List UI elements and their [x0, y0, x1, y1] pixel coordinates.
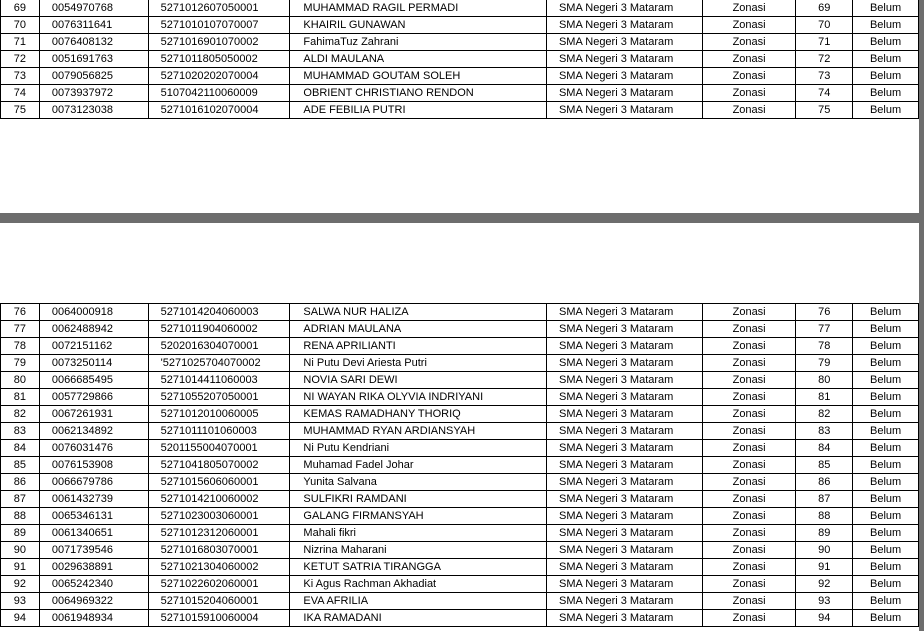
route-cell: Zonasi: [702, 406, 796, 423]
status-cell: Belum: [853, 321, 919, 338]
rank-cell: 74: [796, 85, 853, 102]
table-row: [1, 508, 919, 525]
route-cell: Zonasi: [702, 85, 796, 102]
table-row: [1, 34, 919, 51]
page-separator: [0, 213, 924, 223]
row-number: 78: [1, 338, 40, 355]
name-cell: Ni Putu Devi Ariesta Putri: [290, 355, 547, 372]
route-cell: Zonasi: [702, 51, 796, 68]
nik-cell: 5271012010060005: [148, 406, 290, 423]
status-cell: Belum: [853, 440, 919, 457]
route-cell: Zonasi: [702, 0, 796, 17]
name-cell: KETUT SATRIA TIRANGGA: [290, 559, 547, 576]
rank-cell: 89: [796, 525, 853, 542]
school-cell: SMA Negeri 3 Mataram: [547, 610, 703, 627]
rank-cell: 85: [796, 457, 853, 474]
school-cell: SMA Negeri 3 Mataram: [547, 440, 703, 457]
table-row: [1, 610, 919, 627]
row-number: 74: [1, 85, 40, 102]
nisn-cell: 0066679786: [39, 474, 148, 491]
route-cell: Zonasi: [702, 338, 796, 355]
nik-cell: 5271021304060002: [148, 559, 290, 576]
rank-cell: 93: [796, 593, 853, 610]
rank-cell: 88: [796, 508, 853, 525]
nisn-cell: 0062488942: [39, 321, 148, 338]
row-number: 92: [1, 576, 40, 593]
school-cell: SMA Negeri 3 Mataram: [546, 85, 702, 102]
nik-cell: 5202016304070001: [148, 338, 290, 355]
row-number: 84: [1, 440, 40, 457]
table-row: [1, 85, 919, 102]
rank-cell: 92: [796, 576, 853, 593]
table-row: [1, 406, 919, 423]
route-cell: Zonasi: [702, 389, 796, 406]
status-cell: Belum: [853, 17, 919, 34]
nisn-cell: 0072151162: [39, 338, 148, 355]
name-cell: FahimaTuz Zahrani: [290, 34, 547, 51]
nik-cell: 5271015910060004: [148, 610, 290, 627]
school-cell: SMA Negeri 3 Mataram: [546, 102, 702, 119]
status-cell: Belum: [853, 372, 919, 389]
nik-cell: 5271011904060002: [148, 321, 290, 338]
nik-cell: 5271014210060002: [148, 491, 290, 508]
document-page-2: [0, 223, 919, 631]
route-cell: Zonasi: [702, 508, 796, 525]
table-row: [1, 338, 919, 355]
route-cell: Zonasi: [702, 559, 796, 576]
status-cell: Belum: [853, 593, 919, 610]
student-table-page-1: [0, 0, 919, 119]
rank-cell: 90: [796, 542, 853, 559]
table-row: [1, 491, 919, 508]
route-cell: Zonasi: [702, 457, 796, 474]
name-cell: OBRIENT CHRISTIANO RENDON: [290, 85, 547, 102]
name-cell: Muhamad Fadel Johar: [290, 457, 547, 474]
status-cell: Belum: [853, 355, 919, 372]
nisn-cell: 0061948934: [39, 610, 148, 627]
row-number: 83: [1, 423, 40, 440]
route-cell: Zonasi: [702, 491, 796, 508]
rank-cell: 81: [796, 389, 853, 406]
status-cell: Belum: [853, 610, 919, 627]
table-row: [1, 355, 919, 372]
status-cell: Belum: [853, 491, 919, 508]
table-row: [1, 17, 919, 34]
rank-cell: 86: [796, 474, 853, 491]
nik-cell: 5271015204060001: [148, 593, 290, 610]
nik-cell: 5271012607050001: [148, 0, 290, 17]
table-row: [1, 304, 919, 321]
name-cell: SULFIKRI RAMDANI: [290, 491, 547, 508]
school-cell: SMA Negeri 3 Mataram: [547, 508, 703, 525]
name-cell: Nizrina Maharani: [290, 542, 547, 559]
row-number: 72: [1, 51, 40, 68]
table-row: [1, 389, 919, 406]
rank-cell: 77: [796, 321, 853, 338]
page-edge: [919, 223, 924, 631]
nisn-cell: 0061340651: [39, 525, 148, 542]
status-cell: Belum: [853, 102, 919, 119]
nisn-cell: 0076408132: [39, 34, 148, 51]
route-cell: Zonasi: [702, 304, 796, 321]
row-number: 90: [1, 542, 40, 559]
nisn-cell: 0073123038: [39, 102, 148, 119]
rank-cell: 83: [796, 423, 853, 440]
row-number: 73: [1, 68, 40, 85]
row-number: 75: [1, 102, 40, 119]
school-cell: SMA Negeri 3 Mataram: [547, 542, 703, 559]
status-cell: Belum: [853, 559, 919, 576]
status-cell: Belum: [853, 304, 919, 321]
name-cell: NOVIA SARI DEWI: [290, 372, 547, 389]
name-cell: RENA APRILIANTI: [290, 338, 547, 355]
student-table-page-2: [0, 303, 919, 627]
nik-cell: 5271041805070002: [148, 457, 290, 474]
document-page-1: [0, 0, 919, 213]
row-number: 70: [1, 17, 40, 34]
nisn-cell: 0061432739: [39, 491, 148, 508]
school-cell: SMA Negeri 3 Mataram: [547, 474, 703, 491]
nisn-cell: 0073937972: [39, 85, 148, 102]
status-cell: Belum: [853, 525, 919, 542]
route-cell: Zonasi: [702, 576, 796, 593]
school-cell: SMA Negeri 3 Mataram: [547, 593, 703, 610]
nisn-cell: 0079056825: [39, 68, 148, 85]
name-cell: MUHAMMAD RYAN ARDIANSYAH: [290, 423, 547, 440]
nik-cell: 5271011805050002: [148, 51, 290, 68]
row-number: 85: [1, 457, 40, 474]
school-cell: SMA Negeri 3 Mataram: [546, 0, 702, 17]
name-cell: ADRIAN MAULANA: [290, 321, 547, 338]
row-number: 76: [1, 304, 40, 321]
table-row: [1, 593, 919, 610]
school-cell: SMA Negeri 3 Mataram: [547, 321, 703, 338]
status-cell: Belum: [853, 457, 919, 474]
table-row: [1, 68, 919, 85]
status-cell: Belum: [853, 85, 919, 102]
nisn-cell: 0073250114: [39, 355, 148, 372]
row-number: 86: [1, 474, 40, 491]
name-cell: SALWA NUR HALIZA: [290, 304, 547, 321]
school-cell: SMA Negeri 3 Mataram: [547, 355, 703, 372]
nisn-cell: 0051691763: [39, 51, 148, 68]
nisn-cell: 0076031476: [39, 440, 148, 457]
page-edge: [919, 0, 924, 213]
nik-cell: 5271010107070007: [148, 17, 290, 34]
status-cell: Belum: [853, 51, 919, 68]
status-cell: Belum: [853, 389, 919, 406]
school-cell: SMA Negeri 3 Mataram: [547, 389, 703, 406]
school-cell: SMA Negeri 3 Mataram: [547, 559, 703, 576]
name-cell: ADE FEBILIA PUTRI: [290, 102, 547, 119]
table-row: [1, 321, 919, 338]
school-cell: SMA Negeri 3 Mataram: [547, 525, 703, 542]
name-cell: Ni Putu Kendriani: [290, 440, 547, 457]
nik-cell: 5271011101060003: [148, 423, 290, 440]
nisn-cell: 0057729866: [39, 389, 148, 406]
row-number: 94: [1, 610, 40, 627]
school-cell: SMA Negeri 3 Mataram: [547, 304, 703, 321]
table-row: [1, 423, 919, 440]
nisn-cell: 0076311641: [39, 17, 148, 34]
route-cell: Zonasi: [702, 610, 796, 627]
name-cell: GALANG FIRMANSYAH: [290, 508, 547, 525]
rank-cell: 79: [796, 355, 853, 372]
nik-cell: 5271022602060001: [148, 576, 290, 593]
nik-cell: 5271023003060001: [148, 508, 290, 525]
route-cell: Zonasi: [702, 372, 796, 389]
name-cell: IKA RAMADANI: [290, 610, 547, 627]
rank-cell: 69: [796, 0, 853, 17]
name-cell: KEMAS RAMADHANY THORIQ: [290, 406, 547, 423]
school-cell: SMA Negeri 3 Mataram: [547, 491, 703, 508]
status-cell: Belum: [853, 474, 919, 491]
table-row: [1, 372, 919, 389]
rank-cell: 75: [796, 102, 853, 119]
name-cell: NI WAYAN RIKA OLYVIA INDRIYANI: [290, 389, 547, 406]
name-cell: Yunita Salvana: [290, 474, 547, 491]
table-row: [1, 525, 919, 542]
route-cell: Zonasi: [702, 34, 796, 51]
name-cell: ALDI MAULANA: [290, 51, 547, 68]
name-cell: EVA AFRILIA: [290, 593, 547, 610]
status-cell: Belum: [853, 68, 919, 85]
nik-cell: 5201155004070001: [148, 440, 290, 457]
nisn-cell: 0065346131: [39, 508, 148, 525]
status-cell: Belum: [853, 576, 919, 593]
school-cell: SMA Negeri 3 Mataram: [547, 576, 703, 593]
nisn-cell: 0029638891: [39, 559, 148, 576]
nisn-cell: 0064000918: [39, 304, 148, 321]
nik-cell: 5271015606060001: [148, 474, 290, 491]
status-cell: Belum: [853, 34, 919, 51]
status-cell: Belum: [853, 0, 919, 17]
route-cell: Zonasi: [702, 17, 796, 34]
rank-cell: 78: [796, 338, 853, 355]
table-row: [1, 0, 919, 17]
row-number: 69: [1, 0, 40, 17]
route-cell: Zonasi: [702, 525, 796, 542]
row-number: 77: [1, 321, 40, 338]
status-cell: Belum: [853, 406, 919, 423]
route-cell: Zonasi: [702, 321, 796, 338]
nik-cell: '5271025704070002: [148, 355, 290, 372]
name-cell: MUHAMMAD GOUTAM SOLEH: [290, 68, 547, 85]
table-row: [1, 542, 919, 559]
nisn-cell: 0054970768: [39, 0, 148, 17]
rank-cell: 70: [796, 17, 853, 34]
nisn-cell: 0067261931: [39, 406, 148, 423]
name-cell: MUHAMMAD RAGIL PERMADI: [290, 0, 547, 17]
rank-cell: 80: [796, 372, 853, 389]
nik-cell: 5271016102070004: [148, 102, 290, 119]
school-cell: SMA Negeri 3 Mataram: [547, 423, 703, 440]
row-number: 81: [1, 389, 40, 406]
name-cell: KHAIRIL GUNAWAN: [290, 17, 547, 34]
table-row: [1, 102, 919, 119]
rank-cell: 94: [796, 610, 853, 627]
name-cell: Ki Agus Rachman Akhadiat: [290, 576, 547, 593]
school-cell: SMA Negeri 3 Mataram: [546, 17, 702, 34]
school-cell: SMA Negeri 3 Mataram: [547, 338, 703, 355]
route-cell: Zonasi: [702, 593, 796, 610]
rank-cell: 82: [796, 406, 853, 423]
school-cell: SMA Negeri 3 Mataram: [546, 68, 702, 85]
nik-cell: 5271055207050001: [148, 389, 290, 406]
nik-cell: 5107042110060009: [148, 85, 290, 102]
row-number: 89: [1, 525, 40, 542]
route-cell: Zonasi: [702, 440, 796, 457]
row-number: 82: [1, 406, 40, 423]
status-cell: Belum: [853, 338, 919, 355]
nik-cell: 5271012312060001: [148, 525, 290, 542]
rank-cell: 72: [796, 51, 853, 68]
row-number: 80: [1, 372, 40, 389]
table-row: [1, 457, 919, 474]
route-cell: Zonasi: [702, 423, 796, 440]
school-cell: SMA Negeri 3 Mataram: [546, 51, 702, 68]
nisn-cell: 0071739546: [39, 542, 148, 559]
nik-cell: 5271016901070002: [148, 34, 290, 51]
school-cell: SMA Negeri 3 Mataram: [547, 372, 703, 389]
name-cell: Mahali fikri: [290, 525, 547, 542]
nik-cell: 5271014411060003: [148, 372, 290, 389]
row-number: 91: [1, 559, 40, 576]
nisn-cell: 0064969322: [39, 593, 148, 610]
row-number: 93: [1, 593, 40, 610]
row-number: 79: [1, 355, 40, 372]
rank-cell: 71: [796, 34, 853, 51]
school-cell: SMA Negeri 3 Mataram: [547, 406, 703, 423]
route-cell: Zonasi: [702, 542, 796, 559]
nisn-cell: 0065242340: [39, 576, 148, 593]
nisn-cell: 0076153908: [39, 457, 148, 474]
rank-cell: 76: [796, 304, 853, 321]
row-number: 87: [1, 491, 40, 508]
nisn-cell: 0066685495: [39, 372, 148, 389]
status-cell: Belum: [853, 423, 919, 440]
table-row: [1, 440, 919, 457]
nik-cell: 5271014204060003: [148, 304, 290, 321]
table-row: [1, 51, 919, 68]
rank-cell: 91: [796, 559, 853, 576]
route-cell: Zonasi: [702, 355, 796, 372]
table-row: [1, 576, 919, 593]
nik-cell: 5271020202070004: [148, 68, 290, 85]
rank-cell: 87: [796, 491, 853, 508]
nik-cell: 5271016803070001: [148, 542, 290, 559]
status-cell: Belum: [853, 508, 919, 525]
school-cell: SMA Negeri 3 Mataram: [547, 457, 703, 474]
table-row: [1, 559, 919, 576]
nisn-cell: 0062134892: [39, 423, 148, 440]
rank-cell: 84: [796, 440, 853, 457]
row-number: 88: [1, 508, 40, 525]
route-cell: Zonasi: [702, 68, 796, 85]
table-row: [1, 474, 919, 491]
route-cell: Zonasi: [702, 474, 796, 491]
rank-cell: 73: [796, 68, 853, 85]
row-number: 71: [1, 34, 40, 51]
status-cell: Belum: [853, 542, 919, 559]
route-cell: Zonasi: [702, 102, 796, 119]
school-cell: SMA Negeri 3 Mataram: [546, 34, 702, 51]
